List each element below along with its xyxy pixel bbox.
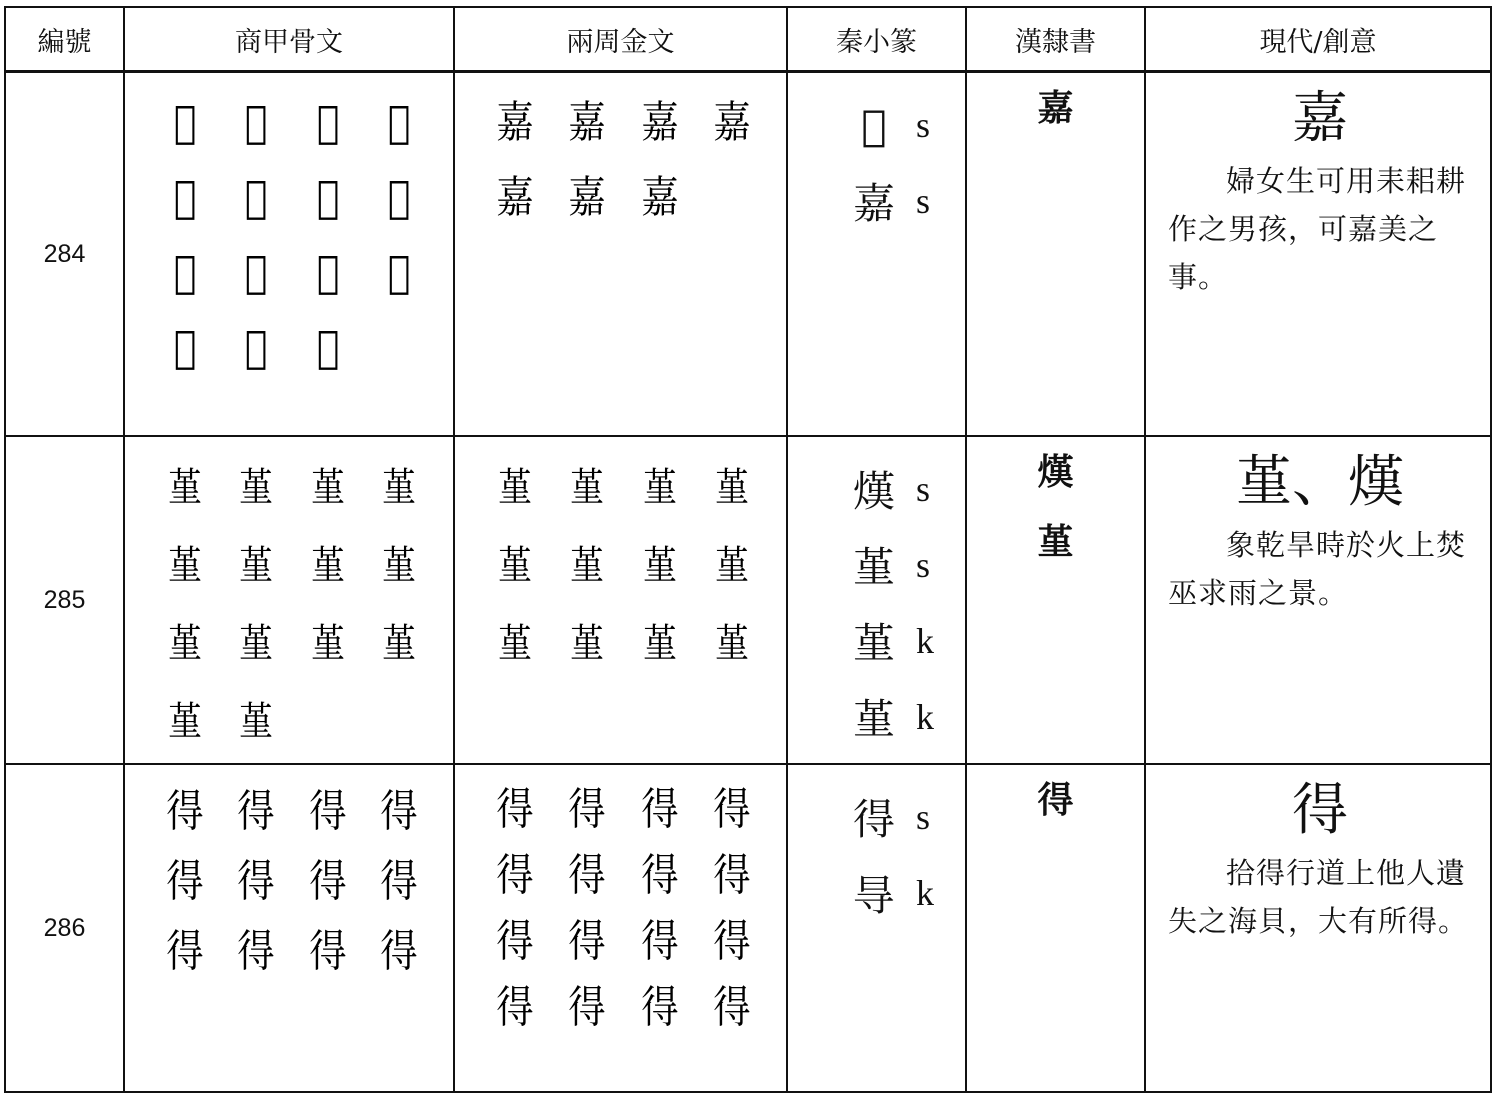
modern-description: 婦女生可用耒耜耕作之男孩，可嘉美之事。 [1168, 164, 1467, 294]
small-seal-item [846, 679, 965, 755]
glyph-char: 得 [568, 982, 607, 1033]
glyph-char: 得 [309, 786, 347, 837]
small-seal-item [846, 527, 965, 603]
bronze-glyph [551, 605, 623, 683]
glyph-char: 得 [640, 784, 679, 835]
glyph-char: 得 [568, 916, 607, 967]
oracle-bone-glyph [149, 605, 221, 683]
bronze-glyph [624, 605, 696, 683]
bronze-glyph [479, 909, 551, 975]
glyph-char: 𡥂 [173, 246, 196, 298]
oracle-bone-glyph [364, 847, 436, 917]
bronze-glyph [479, 85, 551, 160]
modern-description: 拾得行道上他人遺失之海貝，大有所得。 [1168, 856, 1469, 938]
oracle-bone-glyph [364, 777, 436, 847]
seal-glyph: 嘉 [852, 179, 895, 228]
oracle-bone-glyph [149, 235, 221, 310]
glyph-char: 𡥂 [173, 96, 196, 148]
oracle-bone-glyph [364, 605, 436, 683]
character-evolution-table [4, 6, 1492, 1093]
glyph-char: 𡥂 [173, 321, 196, 373]
glyph-char: 堇 [382, 465, 417, 511]
small-seal-cell [787, 72, 966, 437]
glyph-char: 得 [496, 916, 534, 967]
glyph-char: 堇 [570, 465, 605, 511]
modern-character: 得 [1292, 778, 1348, 843]
bronze-glyph [551, 975, 623, 1041]
glyph-char: 𡥂 [316, 171, 339, 223]
clerical-script-cell [966, 436, 1145, 764]
clerical-glyph: 嘉 [1037, 87, 1074, 129]
bronze-glyph [696, 843, 768, 909]
bronze-glyph [551, 909, 623, 975]
glyph-char: 堇 [310, 621, 345, 667]
entry-number: 286 [5, 764, 124, 1092]
glyph-char: 堇 [714, 543, 749, 589]
glyph-char: 得 [380, 856, 418, 907]
table-row [5, 764, 1491, 1092]
oracle-bone-cell [124, 72, 454, 437]
glyph-char: 堇 [570, 543, 605, 589]
glyph-char: 堇 [642, 543, 677, 589]
oracle-bone-glyph [149, 777, 221, 847]
oracle-bone-glyph [364, 235, 436, 310]
glyph-char: 堇 [382, 543, 417, 589]
header-small-seal: 秦小篆 [787, 7, 966, 72]
header-number: 編號 [5, 7, 124, 72]
document-page [4, 6, 1490, 1093]
modern-content [1146, 765, 1490, 945]
clerical-script-cell [966, 764, 1145, 1092]
header-bronze: 兩周金文 [454, 7, 787, 72]
bronze-inscription-cell [454, 764, 787, 1092]
seal-source-tag: k [916, 621, 934, 661]
glyph-char: 得 [568, 850, 607, 901]
glyph-char: 𡥂 [245, 171, 268, 223]
seal-source-tag: s [916, 797, 931, 837]
oracle-bone-glyph [221, 683, 293, 761]
oracle-bone-glyphs [125, 765, 453, 987]
glyph-char: 得 [640, 916, 679, 967]
bronze-glyph [479, 160, 551, 235]
bronze-glyph [624, 909, 696, 975]
modern-cell [1145, 72, 1491, 437]
glyph-char: 嘉 [640, 96, 679, 148]
modern-cell [1145, 436, 1491, 764]
glyph-char: 得 [640, 982, 679, 1033]
small-seal-list [788, 437, 965, 755]
small-seal-item [846, 451, 965, 527]
seal-source-tag: k [916, 873, 934, 913]
glyph-char: 堇 [714, 621, 749, 667]
oracle-bone-glyph [149, 310, 221, 385]
modern-content [1146, 437, 1490, 617]
oracle-bone-glyph [149, 683, 221, 761]
oracle-bone-glyph [221, 310, 293, 385]
glyph-char: 嘉 [640, 171, 679, 223]
glyph-char: 嘉 [568, 171, 607, 223]
glyph-char: 堇 [167, 699, 202, 745]
oracle-bone-glyph [364, 160, 436, 235]
glyph-char: 𡥂 [388, 96, 411, 148]
small-seal-list [788, 73, 965, 239]
bronze-glyphs [455, 73, 786, 235]
oracle-bone-glyph [221, 449, 293, 527]
oracle-bone-glyph [364, 85, 436, 160]
glyph-char: 得 [166, 786, 204, 837]
bronze-glyph [696, 605, 768, 683]
glyph-char: 𡥂 [316, 246, 339, 298]
seal-glyph: 堇 [852, 543, 895, 592]
glyph-char: 𡥂 [245, 96, 268, 148]
small-seal-item [846, 87, 965, 163]
oracle-bone-glyph [221, 527, 293, 605]
bronze-glyph [479, 975, 551, 1041]
glyph-char: 得 [309, 856, 347, 907]
glyph-char: 得 [380, 926, 418, 977]
glyph-char: 得 [640, 850, 679, 901]
oracle-bone-glyph [149, 85, 221, 160]
glyph-char: 得 [380, 786, 418, 837]
bronze-glyph [624, 975, 696, 1041]
oracle-bone-glyph [292, 527, 364, 605]
modern-character: 堇、熯 [1236, 450, 1404, 515]
bronze-glyph [551, 777, 623, 843]
glyph-char: 𡥂 [388, 171, 411, 223]
bronze-inscription-cell [454, 72, 787, 437]
oracle-bone-glyph [292, 310, 364, 385]
small-seal-item [846, 603, 965, 679]
oracle-bone-glyph [149, 160, 221, 235]
oracle-bone-glyph [149, 917, 221, 987]
bronze-glyph [696, 975, 768, 1041]
oracle-bone-glyph [292, 85, 364, 160]
oracle-bone-glyph [364, 449, 436, 527]
oracle-bone-glyph [292, 777, 364, 847]
glyph-char: 堇 [714, 465, 749, 511]
oracle-bone-glyph [221, 85, 293, 160]
small-seal-list [788, 765, 965, 931]
glyph-char: 堇 [167, 543, 202, 589]
small-seal-item [846, 855, 965, 931]
glyph-char: 堇 [382, 621, 417, 667]
glyph-char: 得 [568, 784, 607, 835]
table-row [5, 436, 1491, 764]
oracle-bone-glyph [292, 160, 364, 235]
bronze-glyph [624, 843, 696, 909]
oracle-bone-glyph [364, 527, 436, 605]
seal-glyph: 得 [852, 795, 895, 844]
bronze-glyph [696, 449, 768, 527]
glyph-char: 得 [496, 784, 534, 835]
header-modern: 現代/創意 [1145, 7, 1491, 72]
glyph-char: 堇 [167, 465, 202, 511]
seal-source-tag: k [916, 697, 934, 737]
oracle-bone-glyph [364, 917, 436, 987]
oracle-bone-glyph [221, 847, 293, 917]
glyph-char: 堇 [239, 543, 274, 589]
bronze-glyph [624, 527, 696, 605]
oracle-bone-glyph [292, 449, 364, 527]
oracle-bone-cell [124, 436, 454, 764]
seal-source-tag: s [916, 181, 931, 221]
bronze-glyph [696, 527, 768, 605]
glyph-char: 嘉 [496, 171, 534, 223]
glyph-char: 得 [166, 926, 204, 977]
glyph-char: 堇 [498, 543, 533, 589]
seal-glyph: 𡥂 [861, 100, 887, 150]
entry-number: 285 [5, 436, 124, 764]
bronze-glyph [551, 527, 623, 605]
bronze-glyph [479, 449, 551, 527]
bronze-glyph [696, 777, 768, 843]
bronze-glyph [479, 527, 551, 605]
oracle-bone-cell [124, 764, 454, 1092]
bronze-glyph [479, 777, 551, 843]
bronze-glyph [551, 449, 623, 527]
oracle-bone-glyph [292, 235, 364, 310]
seal-glyph: 㝵 [852, 871, 895, 920]
bronze-glyphs [455, 437, 786, 683]
glyph-char: 𡥂 [316, 321, 339, 373]
table-row [5, 72, 1491, 437]
small-seal-cell [787, 764, 966, 1092]
clerical-glyph: 得 [1037, 779, 1074, 821]
modern-description: 象乾旱時於火上焚巫求雨之景。 [1168, 528, 1467, 610]
oracle-bone-glyph [149, 449, 221, 527]
glyph-char: 得 [713, 850, 751, 901]
bronze-glyph [551, 160, 623, 235]
glyph-char: 𡥂 [245, 321, 268, 373]
glyph-char: 𡥂 [388, 246, 411, 298]
glyph-char: 得 [166, 856, 204, 907]
glyph-char: 堇 [498, 465, 533, 511]
oracle-bone-glyph [221, 917, 293, 987]
small-seal-item [846, 779, 965, 855]
small-seal-item [846, 163, 965, 239]
bronze-glyphs [455, 765, 786, 1041]
bronze-glyph [479, 605, 551, 683]
glyph-char: 得 [237, 786, 275, 837]
bronze-glyph [551, 843, 623, 909]
oracle-bone-glyph [221, 160, 293, 235]
bronze-glyph [624, 777, 696, 843]
bronze-glyph [624, 449, 696, 527]
glyph-char: 得 [713, 982, 751, 1033]
glyph-char: 堇 [167, 621, 202, 667]
glyph-char: 嘉 [713, 96, 751, 148]
bronze-glyph [696, 909, 768, 975]
glyph-char: 嘉 [496, 96, 534, 148]
oracle-bone-glyph [292, 847, 364, 917]
glyph-char: 堇 [310, 543, 345, 589]
header-row [5, 7, 1491, 72]
oracle-bone-glyphs [125, 73, 453, 385]
small-seal-cell [787, 436, 966, 764]
seal-glyph: 堇 [852, 619, 895, 668]
seal-glyph: 堇 [852, 695, 895, 744]
glyph-char: 堇 [642, 465, 677, 511]
oracle-bone-glyphs [125, 437, 453, 761]
glyph-char: 嘉 [568, 96, 607, 148]
glyph-char: 𡥂 [245, 246, 268, 298]
bronze-glyph [696, 85, 768, 160]
clerical-glyph: 堇 [1037, 521, 1074, 563]
glyph-char: 得 [496, 982, 534, 1033]
clerical-script-cell [966, 72, 1145, 437]
modern-content [1146, 73, 1490, 301]
glyph-char: 得 [237, 856, 275, 907]
glyph-char: 得 [713, 784, 751, 835]
modern-cell [1145, 764, 1491, 1092]
glyph-char: 得 [713, 916, 751, 967]
glyph-char: 𡥂 [316, 96, 339, 148]
oracle-bone-glyph [221, 605, 293, 683]
entry-number: 284 [5, 72, 124, 437]
bronze-glyph [624, 85, 696, 160]
glyph-char: 得 [237, 926, 275, 977]
header-clerical: 漢隸書 [966, 7, 1145, 72]
glyph-char: 堇 [310, 465, 345, 511]
seal-source-tag: s [916, 469, 931, 509]
oracle-bone-glyph [149, 847, 221, 917]
oracle-bone-glyph [221, 777, 293, 847]
bronze-glyph [551, 85, 623, 160]
header-oracle-bone: 商甲骨文 [124, 7, 454, 72]
glyph-char: 堇 [642, 621, 677, 667]
glyph-char: 堇 [498, 621, 533, 667]
glyph-char: 得 [496, 850, 534, 901]
glyph-char: 堇 [239, 621, 274, 667]
modern-character: 嘉 [1292, 86, 1348, 151]
oracle-bone-glyph [292, 917, 364, 987]
glyph-char: 堇 [239, 699, 274, 745]
seal-source-tag: s [916, 545, 931, 585]
seal-glyph: 熯 [852, 467, 895, 516]
glyph-char: 得 [309, 926, 347, 977]
oracle-bone-glyph [149, 527, 221, 605]
bronze-glyph [624, 160, 696, 235]
glyph-char: 𡥂 [173, 171, 196, 223]
glyph-char: 堇 [570, 621, 605, 667]
bronze-inscription-cell [454, 436, 787, 764]
seal-source-tag: s [916, 105, 931, 145]
oracle-bone-glyph [292, 605, 364, 683]
oracle-bone-glyph [221, 235, 293, 310]
glyph-char: 堇 [239, 465, 274, 511]
clerical-glyph: 熯 [1037, 451, 1074, 493]
bronze-glyph [479, 843, 551, 909]
